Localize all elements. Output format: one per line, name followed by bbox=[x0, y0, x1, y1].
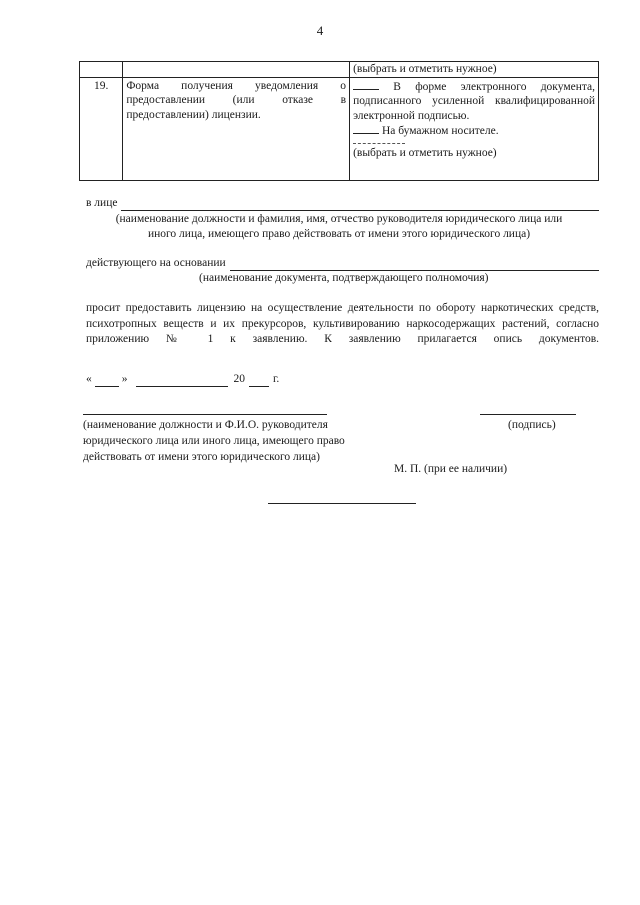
option-paper[interactable] bbox=[353, 123, 595, 139]
in-person-line bbox=[86, 196, 599, 211]
date-day-field[interactable] bbox=[95, 375, 119, 387]
date-month-field[interactable] bbox=[136, 375, 228, 387]
position-caption-1: (наименование должности и Ф.И.О. руководителя bbox=[83, 419, 328, 431]
date-year-suffix: г. bbox=[273, 373, 280, 385]
date-close-quote: » bbox=[121, 373, 128, 385]
form-table bbox=[79, 61, 599, 181]
date-open-quote: « bbox=[86, 373, 92, 385]
choose-note: (выбрать и отметить нужное) bbox=[353, 63, 497, 75]
option-paper-blank[interactable] bbox=[353, 123, 379, 134]
basis-label: действующего на основании bbox=[86, 257, 226, 269]
request-paragraph bbox=[86, 301, 599, 348]
date-line bbox=[86, 372, 279, 387]
signature-line[interactable] bbox=[480, 414, 576, 415]
row-name-text: Форма получения уведомления о предоставлении (или отказе в предоставлении) лицензии. bbox=[126, 79, 347, 121]
request-text: просит предоставить лицензию на осуществление деятельности по обороту наркотических средств, психотропных веществ и их прекурсоров, культивированию наркосодержащих растений, согласно приложению № 1 к заявлению. К заявлению прилагается опись документов. bbox=[86, 302, 599, 345]
stamp-label: М. П. (при ее наличии) bbox=[394, 463, 508, 475]
position-signature-line[interactable] bbox=[83, 414, 327, 415]
in-person-label: в лице bbox=[86, 197, 118, 209]
date-year-field[interactable] bbox=[249, 375, 269, 387]
table-row-continuation bbox=[80, 62, 599, 78]
basis-line bbox=[86, 256, 599, 271]
basis-field[interactable] bbox=[230, 259, 599, 271]
row-options bbox=[350, 77, 599, 180]
closing-rule bbox=[268, 503, 416, 504]
option-paper-text: На бумажном носителе. bbox=[381, 125, 499, 137]
table-cell-name bbox=[123, 62, 350, 78]
row-name bbox=[123, 77, 350, 180]
signature-caption: (подпись) bbox=[508, 419, 556, 431]
option-electronic[interactable] bbox=[353, 79, 595, 124]
position-caption-2: юридического лица или иного лица, имеющего право bbox=[83, 435, 345, 447]
in-person-caption-1: (наименование должности и фамилия, имя, отчество руководителя юридического лица или bbox=[115, 213, 563, 225]
option-electronic-blank[interactable] bbox=[353, 79, 379, 90]
page-number: 4 bbox=[316, 23, 324, 38]
table-cell-value bbox=[350, 62, 599, 78]
table-row-19 bbox=[80, 77, 599, 180]
dashed-separator bbox=[353, 139, 405, 144]
row-number: 19. bbox=[80, 77, 123, 180]
table-cell-number bbox=[80, 62, 123, 78]
in-person-field[interactable] bbox=[121, 199, 599, 211]
basis-caption: (наименование документа, подтверждающего полномочия) bbox=[199, 272, 489, 284]
in-person-caption-2: иного лица, имеющего право действовать от имени этого юридического лица) bbox=[147, 228, 531, 240]
date-year-prefix: 20 bbox=[233, 373, 245, 385]
position-caption-3: действовать от имени этого юридического лица) bbox=[83, 451, 320, 463]
option-electronic-text: В форме электронного документа, подписанного усиленной квалифицированной электронной подписью. bbox=[353, 80, 596, 122]
choose-note: (выбрать и отметить нужное) bbox=[353, 146, 497, 159]
